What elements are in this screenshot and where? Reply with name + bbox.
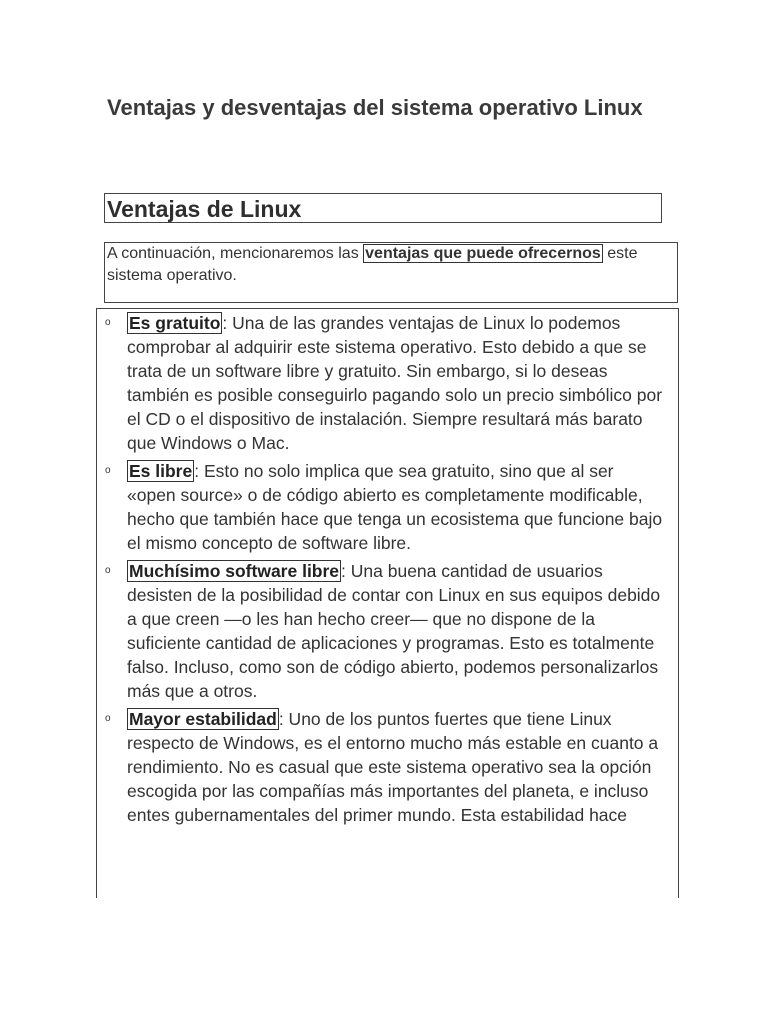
list-item bbox=[97, 707, 678, 827]
intro-paragraph bbox=[107, 243, 677, 287]
item-text: : Una buena cantidad de usuarios desisten de la posibilidad de contar con Linux en sus equipos debido a que creen —o les han hecho creer— que no dispone de la suficiente cantidad de aplicaciones y programas. Esto es totalmente falso. Incluso, como son de código abierto, podemos personalizarlos más que a otros. bbox=[127, 561, 661, 701]
item-term: Muchísimo software libre bbox=[129, 561, 340, 581]
advantages-list-box bbox=[96, 308, 679, 898]
bullet-circle-icon: o bbox=[105, 465, 111, 476]
item-term: Mayor estabilidad bbox=[129, 709, 277, 729]
bullet-circle-icon: o bbox=[105, 565, 111, 576]
section-heading: Ventajas de Linux bbox=[107, 196, 302, 222]
item-term: Es gratuito bbox=[129, 313, 221, 333]
intro-highlight: ventajas que puede ofrecernos bbox=[365, 245, 601, 262]
bullet-circle-icon: o bbox=[105, 317, 111, 328]
bullet-circle-icon: o bbox=[105, 713, 111, 724]
intro-text-before: A continuación, mencionaremos las bbox=[107, 245, 364, 262]
list-item bbox=[97, 311, 678, 455]
item-text: : Una de las grandes ventajas de Linux lo podemos comprobar al adquirir este sistema operativo. Esto debido a que se trata de un software libre y gratuito. Sin embargo, si lo deseas también es posible conseguirlo pagando solo un precio simbólico por el CD o el dispositivo de instalación. Siempre resultará más barato que Windows o Mac. bbox=[127, 313, 663, 453]
item-text: : Esto no solo implica que sea gratuito, sino que al ser «open source» o de código abierto es completamente modificable, hecho que también hace que tenga un ecosistema que funcione bajo el mismo concepto de software libre. bbox=[127, 461, 663, 553]
item-term: Es libre bbox=[129, 461, 193, 481]
document-title: Ventajas y desventajas del sistema operativo Linux bbox=[107, 95, 643, 120]
section-heading-box bbox=[104, 193, 662, 223]
item-text: : Uno de los puntos fuertes que tiene Linux respecto de Windows, es el entorno mucho más estable en cuanto a rendimiento. No es casual que este sistema operativo sea la opción escogida por las compañías más importantes del planeta, e incluso entes gubernamentales del primer mundo. Esta estabilidad hace bbox=[127, 709, 659, 825]
list-item bbox=[97, 459, 678, 555]
advantages-list bbox=[97, 311, 678, 827]
list-item bbox=[97, 559, 678, 703]
intro-text-after: este sistema operativo. bbox=[107, 245, 638, 284]
intro-paragraph-box bbox=[104, 242, 678, 303]
